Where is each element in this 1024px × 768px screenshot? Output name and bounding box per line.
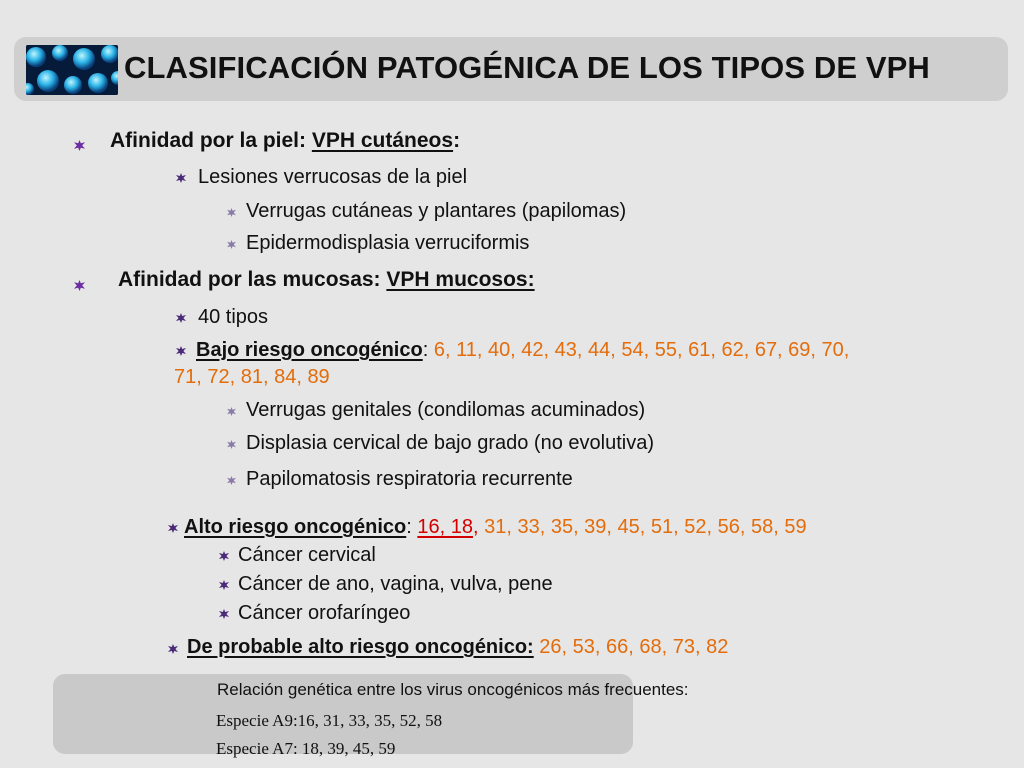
high-risk-label: Alto riesgo oncogénico: [184, 516, 407, 538]
high-risk-colon: :: [406, 516, 418, 538]
bullet-icon: [227, 208, 236, 217]
high-risk-line: [184, 516, 807, 539]
section-skin-colon: :: [453, 129, 461, 152]
bullet-icon: [176, 313, 186, 323]
vph-cutaneos-label: VPH cutáneos: [311, 129, 454, 152]
bullet-icon: [219, 551, 229, 561]
bullet-icon: [227, 440, 236, 449]
vph-mucosos-label: VPH mucosos:: [386, 268, 535, 291]
high-risk-item: Cáncer de ano, vagina, vulva, pene: [238, 573, 553, 595]
high-risk-item: Cáncer cervical: [238, 544, 376, 566]
skin-item: Epidermodisplasia verruciformis: [246, 232, 530, 254]
low-risk-label: Bajo riesgo oncogénico: [196, 339, 423, 361]
types-count: 40 tipos: [198, 306, 269, 328]
section-mucosa-label: Afinidad por las mucosas:: [118, 268, 387, 291]
low-risk-line: [196, 339, 849, 362]
bullet-icon: [219, 609, 229, 619]
note-species-a7: Especie A7: 18, 39, 45, 59: [216, 739, 396, 758]
section-skin-label: Afinidad por la piel:: [110, 129, 312, 152]
bullet-icon: [176, 346, 186, 356]
note-heading: Relación genética entre los virus oncogénicos más frecuentes:: [217, 680, 689, 699]
section-mucosa-heading: [118, 268, 535, 292]
bullet-icon: [227, 240, 236, 249]
bullet-icon: [74, 140, 85, 151]
slide-title: CLASIFICACIÓN PATOGÉNICA DE LOS TIPOS DE VPH: [124, 50, 930, 85]
high-risk-types: 31, 33, 35, 39, 45, 51, 52, 56, 58, 59: [478, 516, 807, 538]
probable-high-risk-types: 26, 53, 66, 68, 73, 82: [533, 636, 729, 658]
probable-high-risk-line: [187, 636, 728, 659]
bullet-icon: [176, 173, 186, 183]
low-risk-types-continued: 71, 72, 81, 84, 89: [174, 366, 330, 388]
bullet-icon: [168, 523, 178, 533]
section-skin-heading: [110, 129, 460, 153]
virus-image: [26, 45, 118, 95]
probable-high-risk-label: De probable alto riesgo oncogénico:: [187, 636, 534, 658]
low-risk-colon: :: [422, 339, 434, 361]
skin-lesions-item: Lesiones verrucosas de la piel: [198, 166, 468, 188]
high-risk-comma: ,: [472, 516, 479, 538]
low-risk-item: Papilomatosis respiratoria recurrente: [246, 468, 573, 490]
bullet-icon: [168, 644, 178, 654]
low-risk-item: Displasia cervical de bajo grado (no evolutiva): [246, 432, 654, 454]
skin-item: Verrugas cutáneas y plantares (papilomas): [246, 200, 627, 222]
bullet-icon: [74, 280, 85, 291]
low-risk-types: 6, 11, 40, 42, 43, 44, 54, 55, 61, 62, 67, 69, 70,: [433, 339, 850, 361]
high-risk-main-types: 16, 18: [417, 516, 473, 538]
bullet-icon: [219, 580, 229, 590]
low-risk-item: Verrugas genitales (condilomas acuminados): [246, 399, 646, 421]
high-risk-item: Cáncer orofaríngeo: [238, 602, 411, 624]
note-species-a9: Especie A9:16, 31, 33, 35, 52, 58: [216, 711, 443, 730]
bullet-icon: [227, 407, 236, 416]
bullet-icon: [227, 476, 236, 485]
